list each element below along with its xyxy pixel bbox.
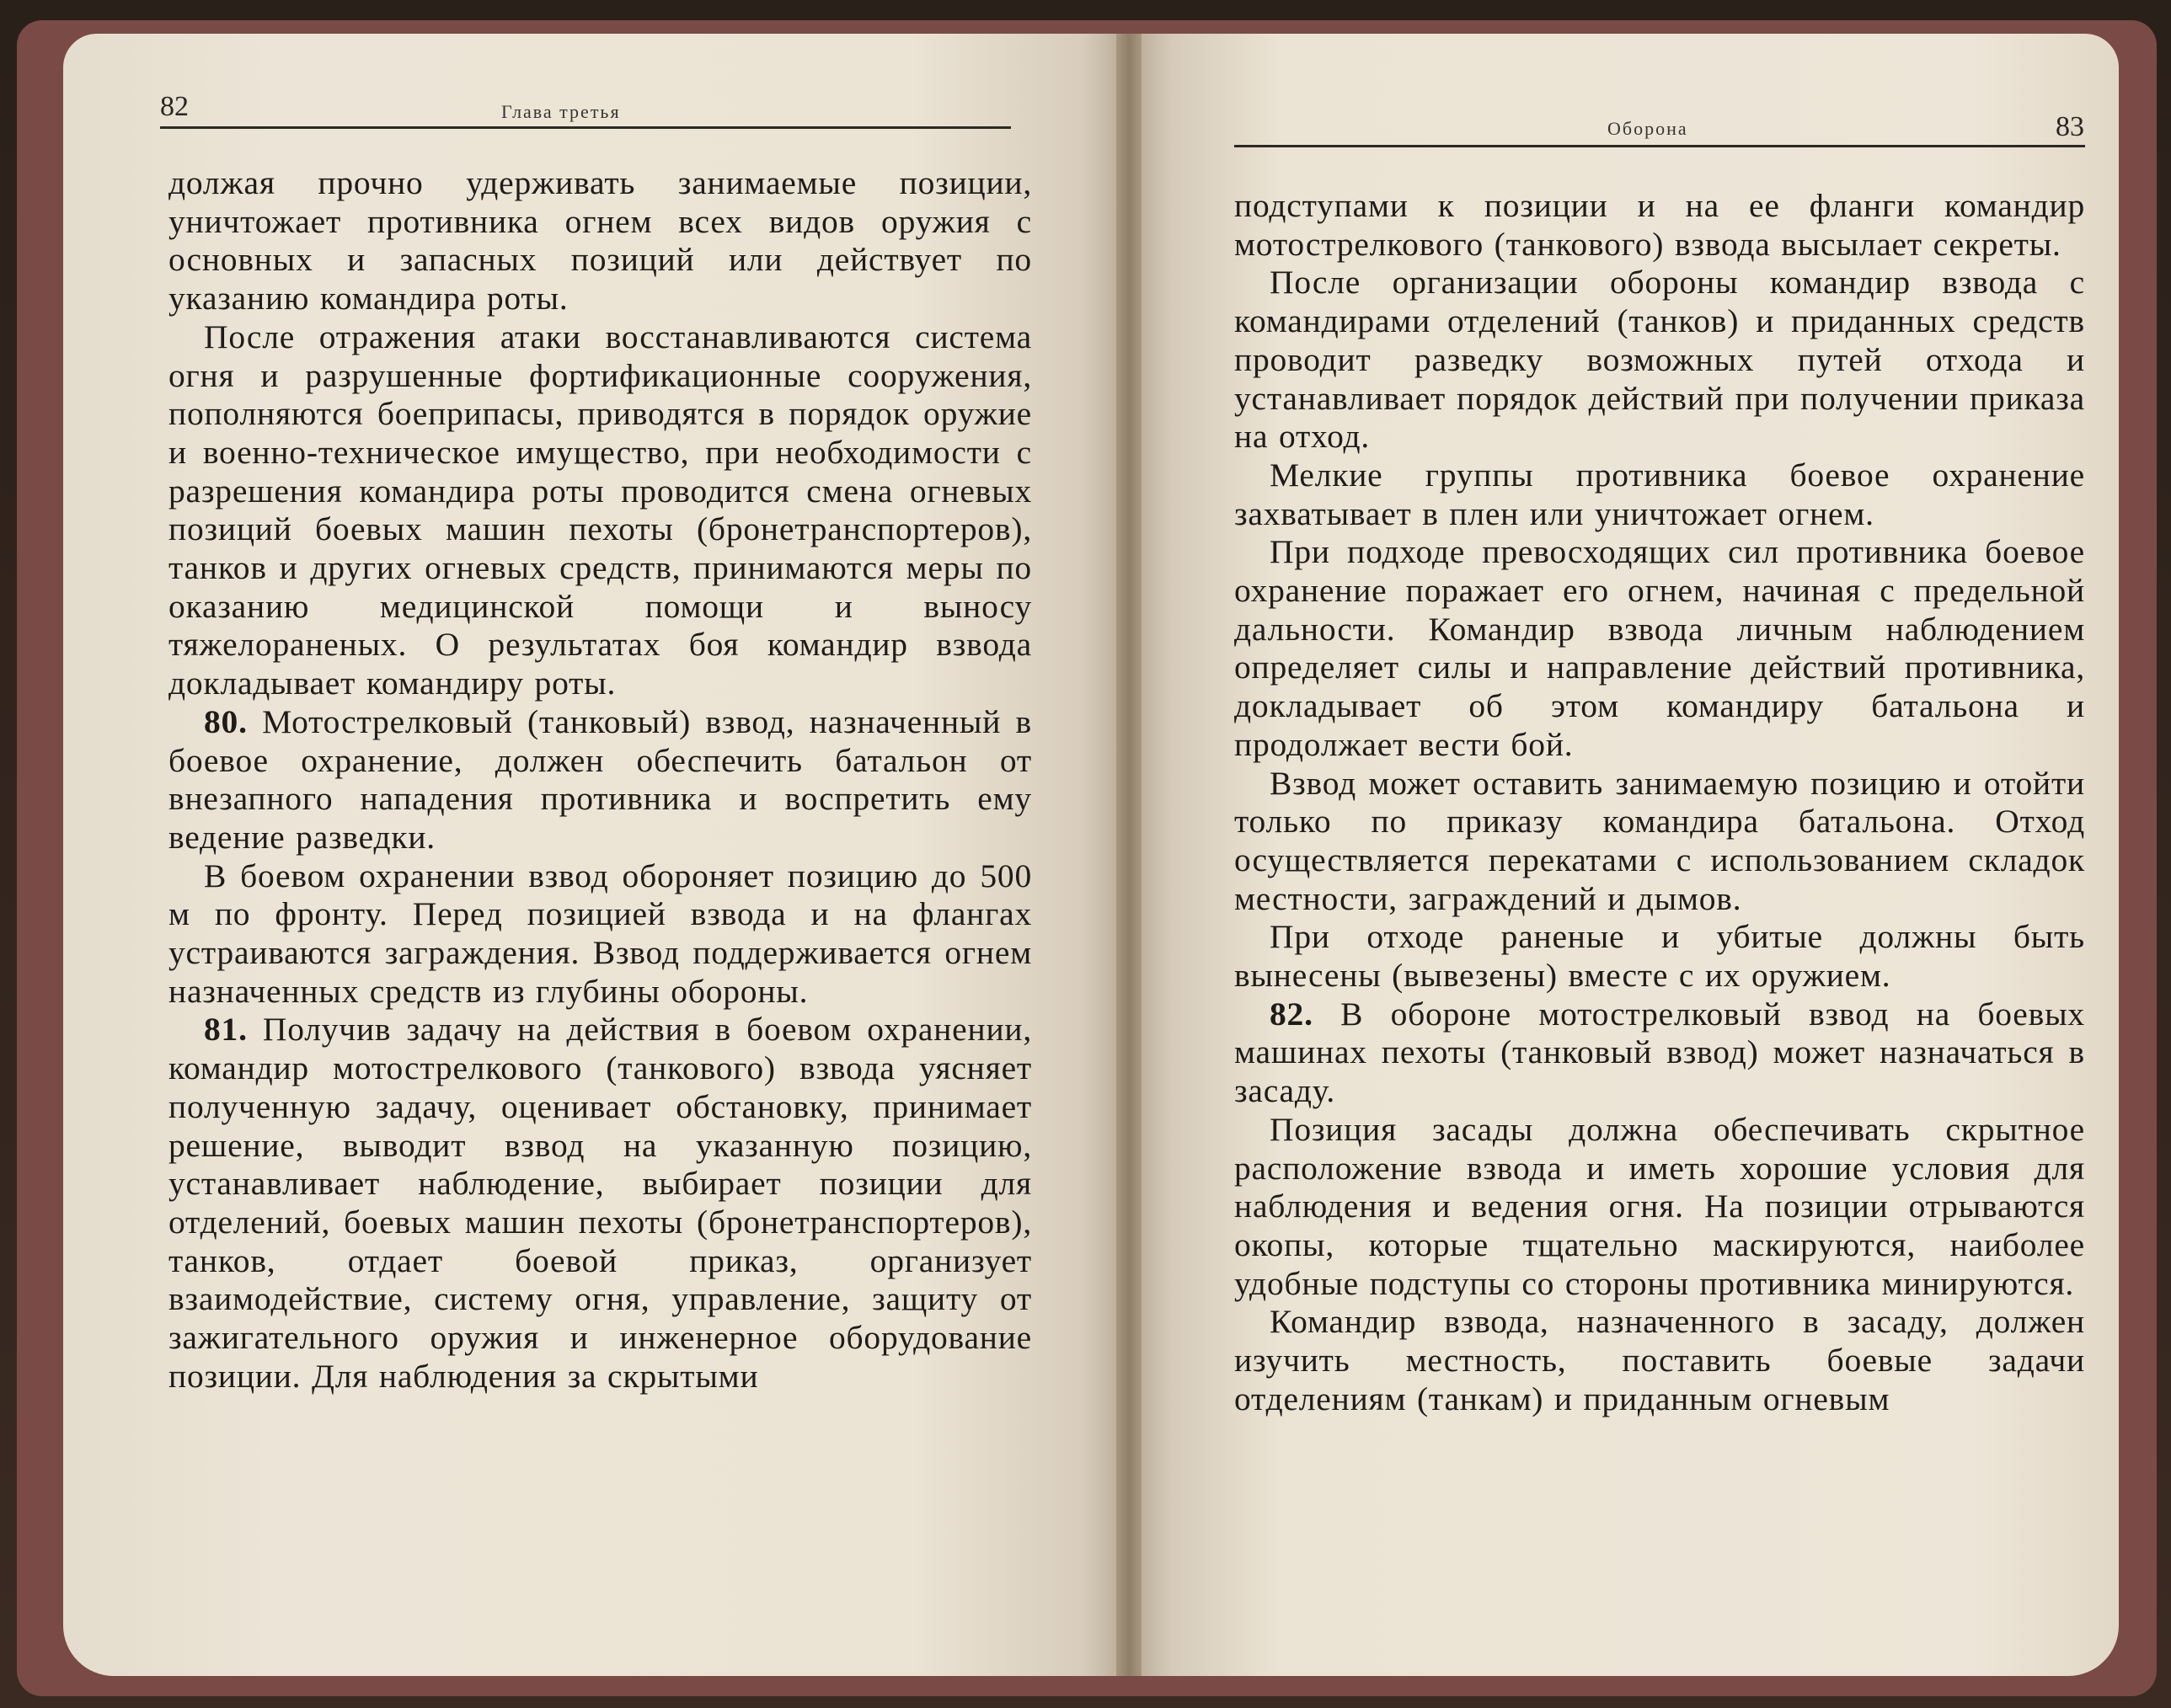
- book-gutter: [1116, 34, 1142, 1676]
- paragraph: После организации обороны командир взвода с командирами отделений (танков) и приданных средств проводит разведку возможных путей отхода и устанавливает порядок действий при получении приказа на отход.: [1234, 264, 2085, 456]
- section-number: 82.: [1270, 995, 1313, 1033]
- paragraph: подступами к позиции и на ее фланги командир мотострелкового (танкового) взвода высылает секреты.: [1234, 187, 2085, 263]
- left-running-head: Глава третья: [501, 101, 621, 122]
- paragraph: При подходе превосходящих сил противника боевое охранение поражает его огнем, начиная с предельной дальности. Командир взвода личным наблюдением определяет силы и направление действий противника, докладывает об этом командиру батальона и продолжает вести бой.: [1234, 533, 2085, 763]
- paragraph: В боевом охранении взвод обороняет позицию до 500 м по фронту. Перед позицией взвода и на флангах устраиваются заграждения. Взвод поддерживается огнем назначенных средств из глубины обороны.: [168, 857, 1032, 1010]
- paragraph: Взвод может оставить занимаемую позицию и отойти только по приказу командира батальона. Отход осуществляется перекатами с использованием складок местности, заграждений и дымов.: [1234, 764, 2085, 917]
- paragraph: 82. В обороне мотострелковый взвод на боевых машинах пехоты (танковый взвод) может назначаться в засаду.: [1234, 995, 2085, 1110]
- left-page-number: 82: [160, 91, 189, 122]
- paragraph: Позиция засады должна обеспечивать скрытное расположение взвода и иметь хорошие условия для наблюдения и ведения огня. На позиции отрываются окопы, которые тщательно маскируются, наиболее удобные подступы со стороны противника минируются.: [1234, 1110, 2085, 1302]
- right-header-rule: [1234, 145, 2085, 147]
- section-number: 80.: [204, 702, 248, 740]
- paragraph: Командир взвода, назначенного в засаду, должен изучить местность, поставить боевые задачи отделениям (танкам) и приданным огневым: [1234, 1303, 2085, 1417]
- right-page-number: 83: [2056, 111, 2084, 142]
- paragraph: 81. Получив задачу на действия в боевом охранении, командир мотострелкового (танкового) взвода уясняет полученную задачу, оценивает обстановку, принимает решение, выводит взвод на указанную позицию, устанавливает наблюдение, выбирает позиции для отделений, боевых машин пехоты (бронетранспортеров), танков, отдает боевой приказ, организует взаимодействие, систему огня, управление, защиту от зажигательного оружия и инженерное оборудование позиции. Для наблюдения за скрытыми: [168, 1011, 1032, 1395]
- paragraph: После отражения атаки восстанавливаются система огня и разрушенные фортификационные сооружения, пополняются боеприпасы, приводятся в порядок оружие и военно-техническое имущество, при необходимости с разрешения командира роты проводится смена огневых позиций боевых машин пехоты (бронетранспортеров), танков и других огневых средств, принимаются меры по оказанию медицинской помощи и выносу тяжелораненых. О результатах боя командир взвода докладывает командиру роты.: [168, 318, 1032, 702]
- paragraph: должая прочно удерживать занимаемые позиции, уничтожает противника огнем всех видов оружия с основных и запасных позиций или действует по указанию командира роты.: [168, 164, 1032, 318]
- right-page-body: [1234, 187, 2085, 1419]
- left-page-body: [168, 164, 1032, 1396]
- paragraph: 80. Мотострелковый (танковый) взвод, назначенный в боевое охранение, должен обеспечить батальон от внезапного нападения противника и воспретить ему ведение разведки.: [168, 702, 1032, 856]
- paragraph: Мелкие группы противника боевое охранение захватывает в плен или уничтожает огнем.: [1234, 456, 2085, 532]
- left-header-rule: [160, 126, 1011, 129]
- right-running-head: Оборона: [1607, 118, 1688, 139]
- section-number: 81.: [204, 1011, 248, 1049]
- paragraph: При отходе раненые и убитые должны быть вынесены (вывезены) вместе с их оружием.: [1234, 918, 2085, 995]
